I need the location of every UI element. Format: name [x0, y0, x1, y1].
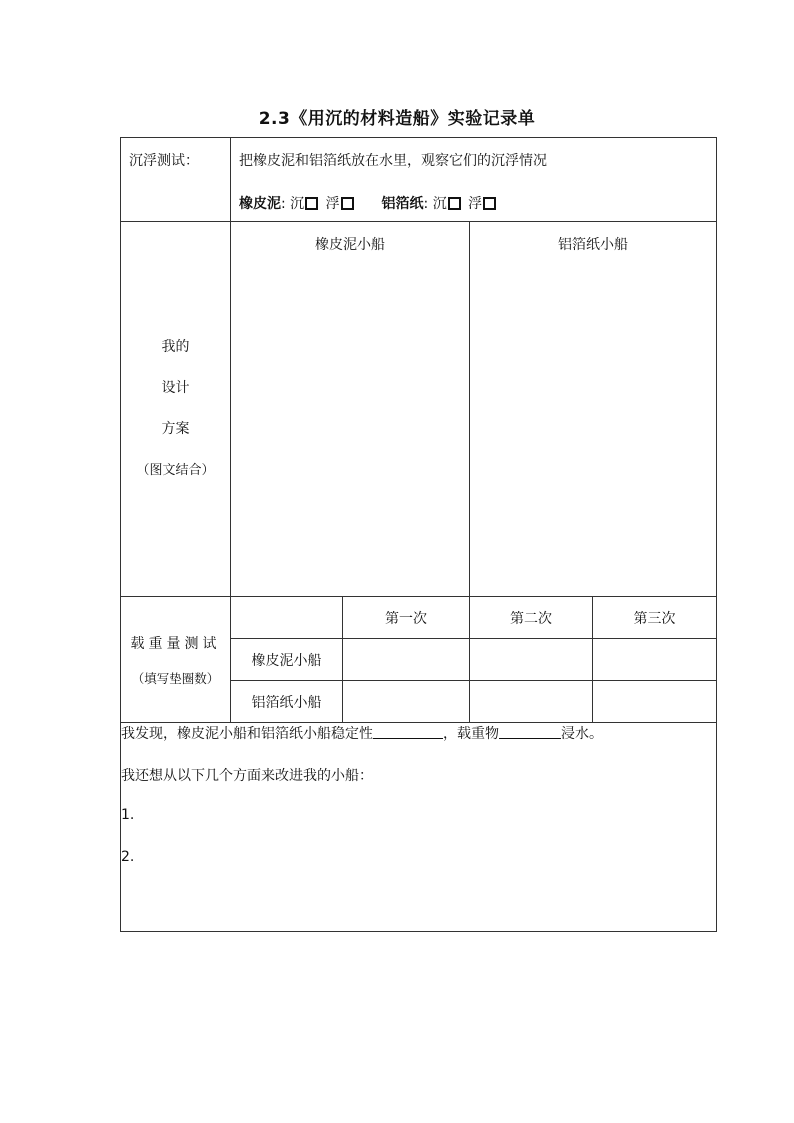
findings-text-c: 浸水。	[561, 726, 603, 742]
load-header-third: 第三次	[593, 597, 717, 639]
load-cell-foil-1[interactable]	[343, 681, 470, 723]
design-label-cell	[121, 222, 231, 597]
foil-sink-text: 沉	[432, 196, 447, 212]
clay-sink-checkbox[interactable]	[305, 197, 318, 210]
improvement-item-2[interactable]: 2.	[121, 849, 135, 865]
design-label-line-4: （图文结合）	[136, 463, 215, 478]
improvement-item-1[interactable]: 1.	[121, 807, 135, 823]
clay-design-area[interactable]	[231, 222, 470, 597]
load-cell-clay-1[interactable]	[343, 639, 470, 681]
clay-colon: :	[281, 196, 286, 212]
foil-float-text: 浮	[468, 196, 483, 212]
findings-line-1	[121, 723, 716, 765]
load-cell-foil-2[interactable]	[470, 681, 593, 723]
design-label-line-1: 我的	[161, 339, 190, 355]
clay-label: 橡皮泥	[239, 196, 281, 212]
clay-sink-text: 沉	[290, 196, 305, 212]
findings-row	[121, 723, 717, 932]
foil-label: 铝箔纸	[381, 196, 424, 212]
load-cell-clay-3[interactable]	[593, 639, 717, 681]
load-header-second: 第二次	[470, 597, 593, 639]
foil-float-checkbox[interactable]	[483, 197, 496, 210]
sink-test-label: 沉浮测试：	[129, 153, 199, 169]
load-cell-foil-3[interactable]	[593, 681, 717, 723]
load-row-label-foil: 铝箔纸小船	[231, 681, 343, 723]
sink-test-row	[121, 138, 717, 222]
sink-test-options	[231, 170, 716, 213]
water-blank[interactable]	[499, 723, 561, 739]
page-title: 2.3《用沉的材料造船》实验记录单	[258, 109, 536, 129]
findings-line-2: 我还想从以下几个方面来改进我的小船：	[121, 768, 373, 784]
design-label-line-3: 方案	[161, 421, 190, 437]
stability-blank[interactable]	[373, 723, 443, 739]
design-label-line-2: 设计	[161, 380, 190, 396]
foil-sink-checkbox[interactable]	[448, 197, 461, 210]
record-table	[120, 137, 717, 932]
sink-test-instruction: 把橡皮泥和铝箔纸放在水里，观察它们的沉浮情况	[239, 153, 547, 169]
clay-float-text: 浮	[325, 196, 340, 212]
load-test-corner-cell	[231, 597, 343, 639]
load-cell-clay-2[interactable]	[470, 639, 593, 681]
foil-design-area[interactable]	[470, 222, 717, 597]
load-test-sublabel: （填写垫圈数）	[131, 670, 220, 686]
load-header-first: 第一次	[343, 597, 470, 639]
foil-colon: :	[423, 196, 429, 212]
findings-cell	[121, 723, 717, 932]
findings-text-b: ，载重物	[443, 726, 499, 742]
load-row-label-clay: 橡皮泥小船	[231, 639, 343, 681]
sink-test-label-cell	[121, 138, 231, 222]
sink-test-content-cell	[231, 138, 717, 222]
clay-float-checkbox[interactable]	[341, 197, 354, 210]
clay-design-header: 橡皮泥小船	[315, 237, 385, 253]
findings-text-a: 我发现，橡皮泥小船和铝箔纸小船稳定性	[121, 726, 373, 742]
load-test-header-row	[121, 597, 717, 639]
design-row	[121, 222, 717, 597]
foil-design-header: 铝箔纸小船	[558, 237, 628, 253]
load-test-label-cell	[121, 597, 231, 723]
load-test-label: 载重量测试	[130, 635, 221, 652]
